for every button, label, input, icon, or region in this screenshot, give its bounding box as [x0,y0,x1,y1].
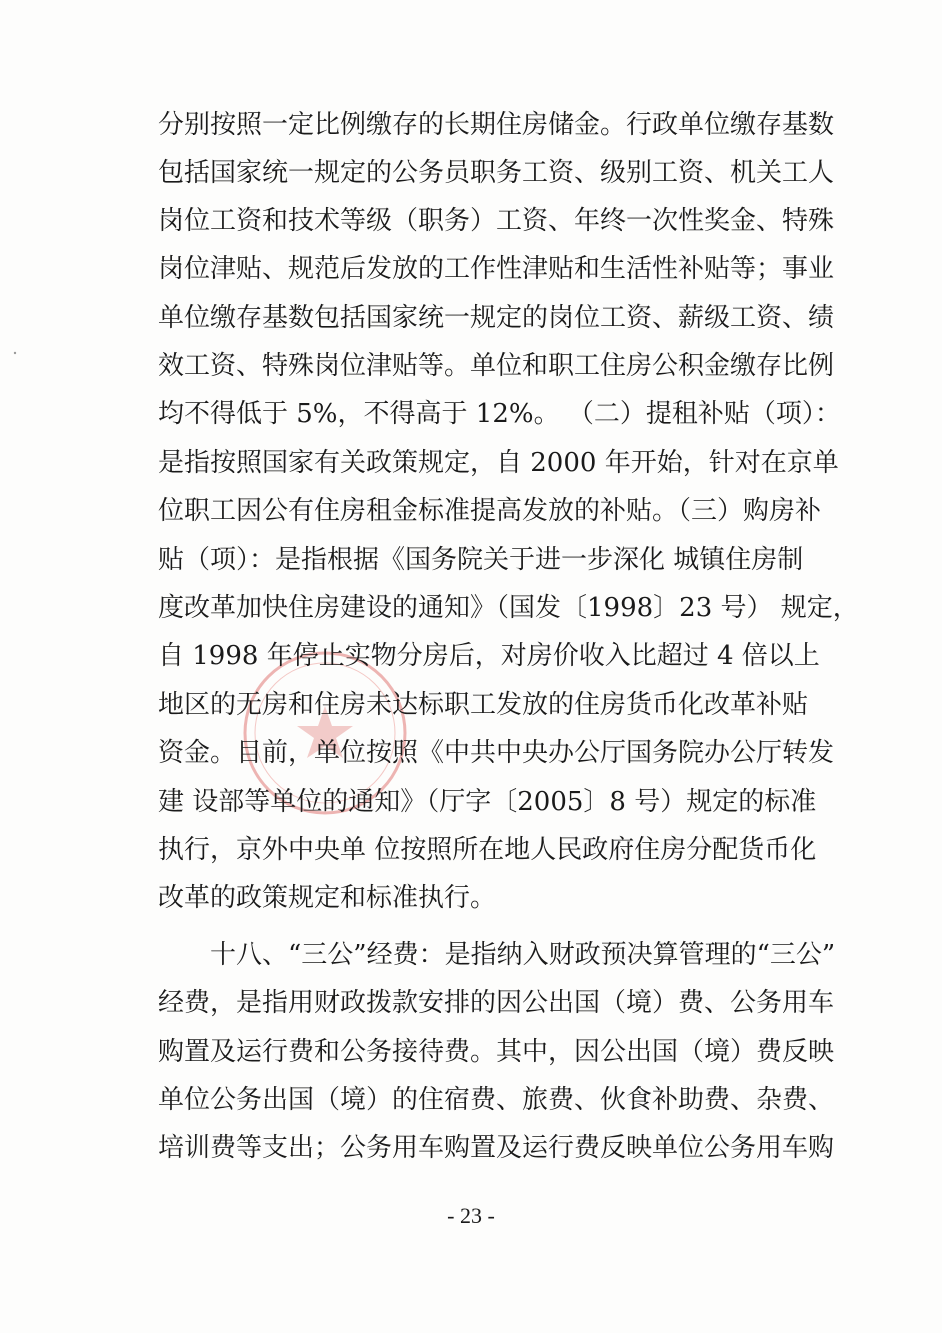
body-text-line: 贴（项）：是指根据《国务院关于进一步深化 城镇住房制 [158,545,804,575]
body-text-line: 岗位工资和技术等级（职务）工资、年终一次性奖金、特殊 [158,206,835,236]
body-text-line: 培训费等支出；公务用车购置及运行费反映单位公务用车购 [158,1133,835,1163]
body-text-line: 度改革加快住房建设的通知》（国发〔1998〕23 号） 规定， [158,593,859,623]
scan-speck-icon [12,350,18,356]
body-text-line: 包括国家统一规定的公务员职务工资、级别工资、机关工人 [158,158,835,188]
page-number: - 23 - [447,1203,495,1228]
body-text-line: 分别按照一定比例缴存的长期住房储金。行政单位缴存基数 [158,110,835,140]
body-text-line: 单位缴存基数包括国家统一规定的岗位工资、薪级工资、绩 [158,303,835,333]
section-heading-line: 十八、“三公”经费：是指纳入财政预决算管理的“三公” [210,940,836,970]
body-text-line: 是指按照国家有关政策规定，自 2000 年开始，针对在京单 [158,448,839,478]
body-text-line: 执行，京外中央单 位按照所在地人民政府住房分配货币化 [158,835,817,865]
body-text-line: 均不得低于 5%，不得高于 12%。 （二）提租补贴（项）： [158,399,841,429]
body-text-line: 建 设部等单位的通知》（厅字〔2005〕8 号）规定的标准 [158,787,817,817]
body-text-line: 效工资、特殊岗位津贴等。单位和职工住房公积金缴存比例 [158,351,835,381]
body-text-line: 单位公务出国（境）的住宿费、旅费、伙食补助费、杂费、 [158,1085,835,1115]
body-text-line: 地区的无房和住房未达标职工发放的住房货币化改革补贴 [158,690,809,720]
body-text-line: 购置及运行费和公务接待费。其中，因公出国（境）费反映 [158,1037,835,1067]
body-text-line: 岗位津贴、规范后发放的工作性津贴和生活性补贴等；事业 [158,254,835,284]
body-text-line: 自 1998 年停止实物分房后，对房价收入比超过 4 倍以上 [158,641,820,671]
body-text-line: 位职工因公有住房租金标准提高发放的补贴。（三）购房补 [158,496,822,526]
body-text-line: 经费，是指用财政拨款安排的因公出国（境）费、公务用车 [158,988,835,1018]
body-text-line: 改革的政策规定和标准执行。 [158,883,497,913]
body-text-line: 资金。目前，单位按照《中共中央办公厅国务院办公厅转发 [158,738,835,768]
